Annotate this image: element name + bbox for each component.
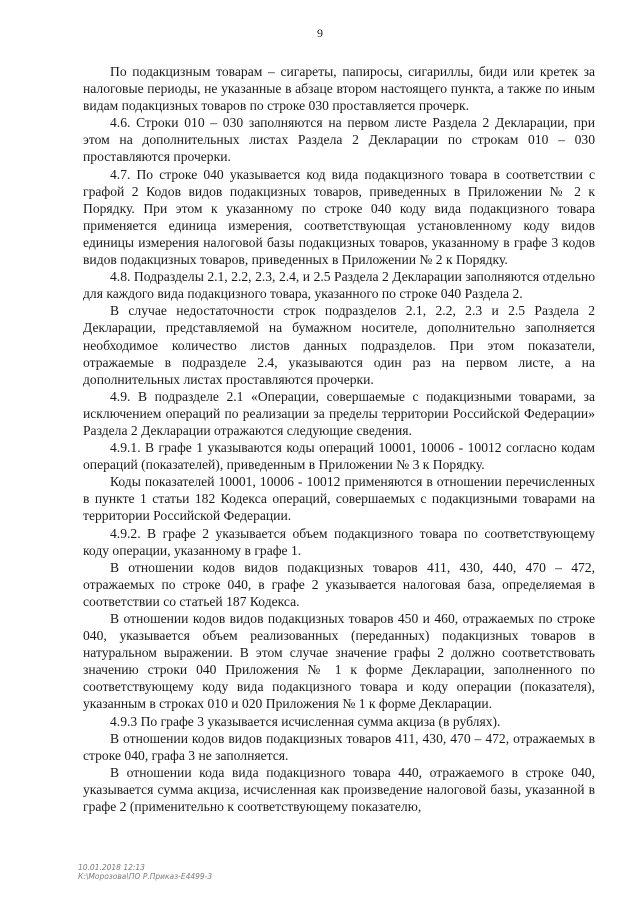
paragraph: 4.9.1. В графе 1 указываются коды операций 10001, 10006 - 10012 согласно кодам операций (показателей), приведенным в Приложении № 3 к Порядку. [83,440,595,473]
footer-file-path: К:\Морозова\ПО Р.Приказ-Е4499-3 [78,872,213,881]
paragraph: В отношении кода вида подакцизного товара 440, отражаемого в строке 040, указывается сумма акциза, исчисленная как произведение налоговой базы, указанной в графе 2 (применительно к соответствующему показателю, [83,764,595,815]
paragraph: В отношении кодов видов подакцизных товаров 411, 430, 470 – 472, отражаемых в строке 040, графа 3 не заполняется. [83,730,595,763]
page-number: 9 [317,26,323,40]
paragraph: В случае недостаточности строк подразделов 2.1, 2.2, 2.3 и 2.5 Раздела 2 Декларации, представляемой на бумажном носителе, дополнительно заполняется необходимое количество листов данных подразделов. При этом показатели, отражаемые в подразделе 2.4, указываются один раз на первом листе, а на дополнительных листах проставляются прочерки. [83,303,595,387]
footer-timestamp: 10.01.2018 12:13 [78,863,145,872]
paragraph: 4.7. По строке 040 указывается код вида подакцизного товара в соответствии с графой 2 Кодов видов подакцизных товаров, приведенных в Приложении № 2 к Порядку. При этом к указанному по строке 040 коду вида подакцизного товара применяется единица измерения, соответствующая установленному коду видов единицы измерения налоговой базы подакцизных товаров, указанному в графе 3 кодов видов подакцизных товаров, приведенных в Приложении № 2 к Порядку. [83,166,595,268]
footer-file-info [78,863,212,881]
paragraph: В отношении кодов видов подакцизных товаров 450 и 460, отражаемых по строке 040, указывается объем реализованных (переданных) подакцизных товаров в натуральном выражении. В этом случае значение графы 2 должно соответствовать значению строки 040 Приложения № 1 к форме Декларации, заполненного по соответствующему коду вида подакцизного товара и коду операции (показателя), указанным в строках 010 и 020 Приложения № 1 к форме Декларации. [83,611,595,712]
paragraph: 4.9. В подразделе 2.1 «Операции, совершаемые с подакцизными товарами, за исключением операций по реализации за пределы территории Российской Федерации» Раздела 2 Декларации отражаются следующие сведения. [83,388,595,438]
paragraph: По подакцизным товарам – сигареты, папиросы, сигариллы, биди или кретек за налоговые периоды, не указанные в абзаце втором настоящего пункта, а также по иным видам подакцизных товаров по строке 030 проставляется прочерк. [83,64,595,114]
paragraph: 4.8. Подразделы 2.1, 2.2, 2.3, 2.4, и 2.5 Раздела 2 Декларации заполняются отдельно для каждого вида подакцизного товара, указанного по строке 040 Раздела 2. [83,269,595,302]
paragraph: 4.6. Строки 010 – 030 заполняются на первом листе Раздела 2 Декларации, при этом на дополнительных листах Раздела 2 Декларации по строкам 010 – 030 проставляются прочерки. [83,115,595,165]
paragraph: 4.9.2. В графе 2 указывается объем подакцизного товара по соответствующему коду операции, указанному в графе 1. [83,525,595,558]
paragraph: 4.9.3 По графе 3 указывается исчисленная сумма акциза (в рублях). [110,713,501,729]
document-body [83,63,595,815]
paragraph: В отношении кодов видов подакцизных товаров 411, 430, 440, 470 – 472, отражаемых по строке 040, в графе 2 указывается налоговая база, определяемая в соответствии со статьей 187 Кодекса. [83,559,595,609]
paragraph: Коды показателей 10001, 10006 - 10012 применяются в отношении перечисленных в пункте 1 статьи 182 Кодекса операций, совершаемых с подакцизными товарами на территории Российской Федерации. [83,474,595,524]
